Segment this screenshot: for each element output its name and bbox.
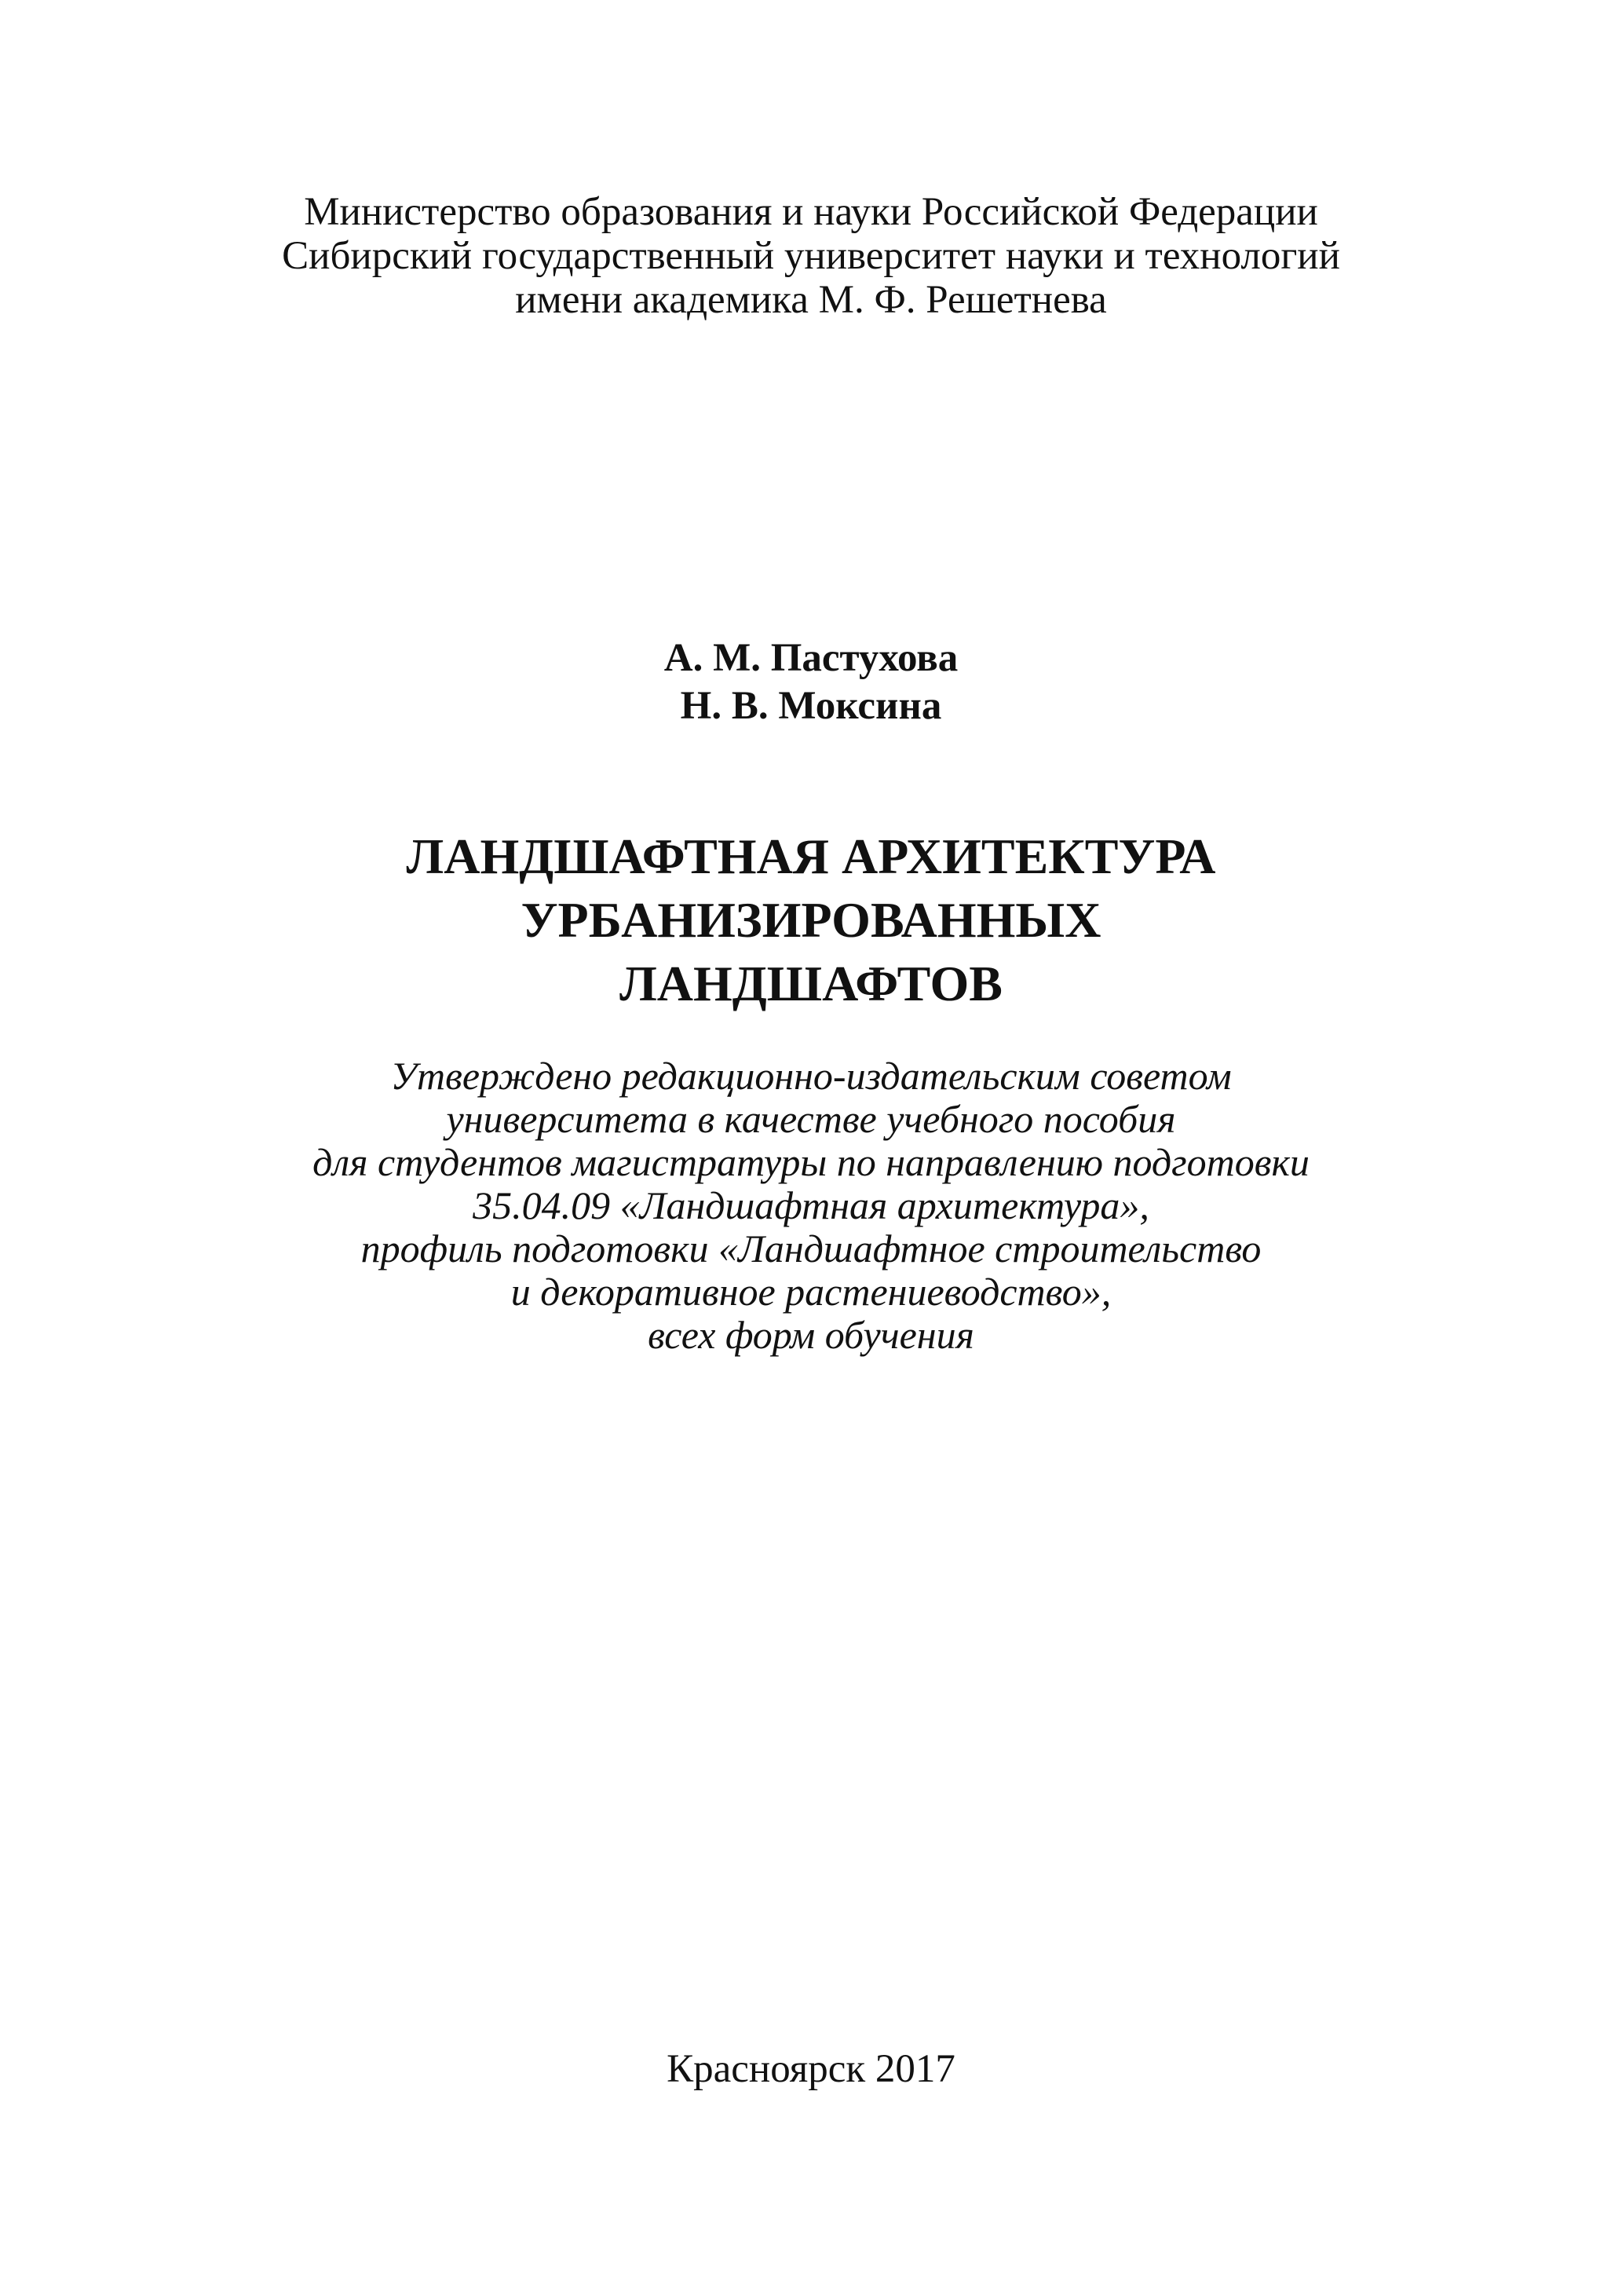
approval-line: всех форм обучения <box>648 1313 974 1357</box>
approval-line: 35.04.09 «Ландшафтная архитектура», <box>473 1183 1149 1227</box>
institution-header <box>0 190 1622 322</box>
ministry-line: Министерство образования и науки Российской Федерации <box>304 190 1318 234</box>
city-year: Красноярск 2017 <box>667 2047 955 2091</box>
approval-line: Утверждено редакционно-издательским советом <box>390 1054 1232 1098</box>
approval-line: профиль подготовки «Ландшафтное строительство <box>360 1227 1262 1270</box>
university-line: Сибирский государственный университет науки и технологий <box>282 234 1340 278</box>
university-name-line: имени академика М. Ф. Решетнева <box>515 278 1107 322</box>
title-line: УРБАНИЗИРОВАННЫХ <box>521 892 1101 948</box>
publication-place-year <box>0 2047 1622 2091</box>
author-name: Н. В. Моксина <box>680 684 942 728</box>
approval-line: университета в качестве учебного пособия <box>446 1097 1176 1141</box>
authors <box>0 634 1622 730</box>
approval-line: для студентов магистратуры по направлению подготовки <box>312 1140 1310 1184</box>
approval-line: и декоративное растениеводство», <box>510 1270 1112 1314</box>
title-line: ЛАНДШАФТНАЯ АРХИТЕКТУРА <box>406 828 1216 884</box>
approval-note <box>0 1055 1622 1357</box>
title-line: ЛАНДШАФТОВ <box>619 956 1003 1011</box>
author-name: А. М. Пастухова <box>663 636 959 680</box>
book-title <box>0 824 1622 1015</box>
